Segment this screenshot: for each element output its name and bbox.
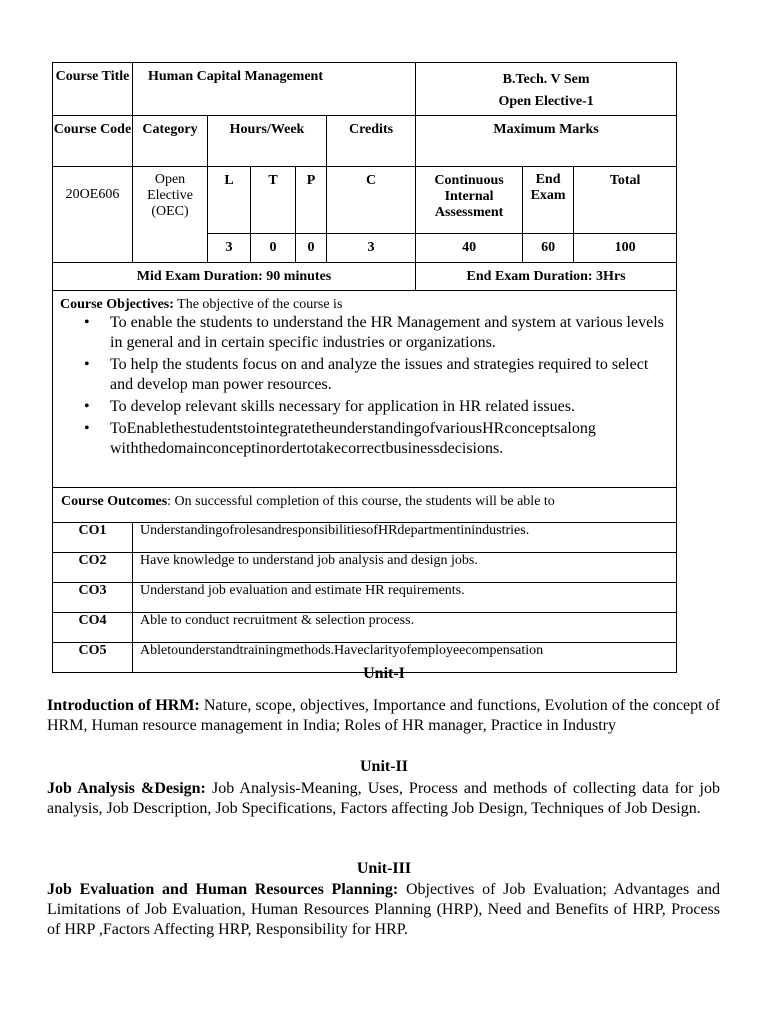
p-value: 0 xyxy=(296,234,327,263)
outcome-code: CO3 xyxy=(53,583,133,613)
unit-3-title: Unit-III xyxy=(356,860,412,877)
outcome-row xyxy=(53,523,677,553)
outcome-row xyxy=(53,613,677,643)
bullet-icon: • xyxy=(84,420,90,437)
outcome-row xyxy=(53,583,677,613)
end-exam-label: End Exam xyxy=(523,167,574,234)
program-cell xyxy=(416,63,677,116)
hours-week-label: Hours/Week xyxy=(208,116,327,167)
objective-text: To help the students focus on and analyze the issues and strategies required to select and develop man power resources. xyxy=(110,356,649,393)
unit-2-title: Unit-II xyxy=(359,758,408,775)
t-value: 0 xyxy=(251,234,296,263)
unit-3-paragraph xyxy=(47,880,720,940)
unit-2-paragraph xyxy=(47,779,720,819)
objectives-list xyxy=(60,313,668,459)
c-value: 3 xyxy=(327,234,416,263)
objective-text: ToEnablethestudentstointegratetheunderstandingofvariousHRconceptsalong withthedomainconceptinordertotakecorrectbusinessdecisions. xyxy=(110,420,596,457)
unit-1-lead: Introduction of HRM: xyxy=(47,697,200,714)
unit-2-lead: Job Analysis &Design: xyxy=(47,780,206,797)
course-title-label: Course Title xyxy=(53,63,133,116)
objective-item xyxy=(84,313,668,353)
objective-text: To develop relevant skills necessary for application in HR related issues. xyxy=(110,398,575,415)
category-label: Category xyxy=(133,116,208,167)
category-value: Open Elective (OEC) xyxy=(133,167,208,263)
unit-1-paragraph xyxy=(47,696,720,736)
bullet-icon: • xyxy=(84,314,90,331)
course-code-label: Course Code xyxy=(53,116,133,167)
bullet-icon: • xyxy=(84,356,90,373)
end-exam-value: 60 xyxy=(523,234,574,263)
objectives-heading: Course Objectives: xyxy=(60,297,174,312)
outcome-text: Able to conduct recruitment & selection process. xyxy=(133,613,677,643)
cia-value: 40 xyxy=(416,234,523,263)
objective-text: To enable the students to understand the HR Management and system at various levels in general and in certain specific industries or organizations. xyxy=(110,314,664,351)
program-label: B.Tech. V Sem xyxy=(502,72,590,87)
unit-3-lead: Job Evaluation and Human Resources Planning: xyxy=(47,881,399,898)
course-objectives-cell xyxy=(53,291,677,488)
l-label: L xyxy=(208,167,251,234)
outcome-code: CO4 xyxy=(53,613,133,643)
outcome-code: CO1 xyxy=(53,523,133,553)
objective-item xyxy=(84,355,668,395)
outcome-text: Abletounderstandtrainingmethods.Haveclarityofemployeecompensation xyxy=(133,643,677,673)
t-label: T xyxy=(251,167,296,234)
objective-item xyxy=(84,419,668,459)
course-code: 20OE606 xyxy=(53,167,133,263)
course-outcomes-cell xyxy=(53,488,677,523)
outcomes-intro: : On successful completion of this course, the students will be able to xyxy=(167,494,555,509)
l-value: 3 xyxy=(208,234,251,263)
bullet-icon: • xyxy=(84,398,90,415)
outcome-text: UnderstandingofrolesandresponsibilitiesofHRdepartmentinindustries. xyxy=(133,523,677,553)
unit-2-body: Job Analysis-Meaning, Uses, Process and methods of collecting data for job analysis, Job Description, Job Specifications, Factors affecting Job Design, Techniques of Job Design. xyxy=(47,780,720,817)
max-marks-label: Maximum Marks xyxy=(416,116,677,167)
course-details-table xyxy=(52,62,677,673)
c-label: C xyxy=(327,167,416,234)
objectives-intro: The objective of the course is xyxy=(173,297,343,312)
credits-label: Credits xyxy=(327,116,416,167)
outcome-text: Have knowledge to understand job analysis and design jobs. xyxy=(133,553,677,583)
p-label: P xyxy=(296,167,327,234)
objective-item xyxy=(84,397,668,417)
outcome-row xyxy=(53,553,677,583)
outcome-text: Understand job evaluation and estimate HR requirements. xyxy=(133,583,677,613)
outcomes-heading: Course Outcomes xyxy=(61,494,168,509)
end-exam-duration: End Exam Duration: 3Hrs xyxy=(416,263,677,291)
cia-label: Continuous Internal Assessment xyxy=(416,167,523,234)
outcome-code: CO5 xyxy=(53,643,133,673)
elective-label: Open Elective-1 xyxy=(498,94,594,109)
unit-3-body: Objectives of Job Evaluation; Advantages and Limitations of Job Evaluation, Human Resources Planning (HRP), Need and Benefits of HRP, Process of HRP ,Factors Affecting HRP, Responsibility for HRP. xyxy=(47,881,720,938)
unit-1-body: Nature, scope, objectives, Importance and functions, Evolution of the concept of HRM, Human resource management in India; Roles of HR manager, Practice in Industry xyxy=(47,697,720,734)
objectives-heading-line xyxy=(60,297,668,313)
unit-1-title: Unit-I xyxy=(363,665,405,682)
total-label: Total xyxy=(574,167,677,234)
course-title: Human Capital Management xyxy=(133,63,416,116)
total-value: 100 xyxy=(574,234,677,263)
mid-exam-duration: Mid Exam Duration: 90 minutes xyxy=(53,263,416,291)
outcome-code: CO2 xyxy=(53,553,133,583)
